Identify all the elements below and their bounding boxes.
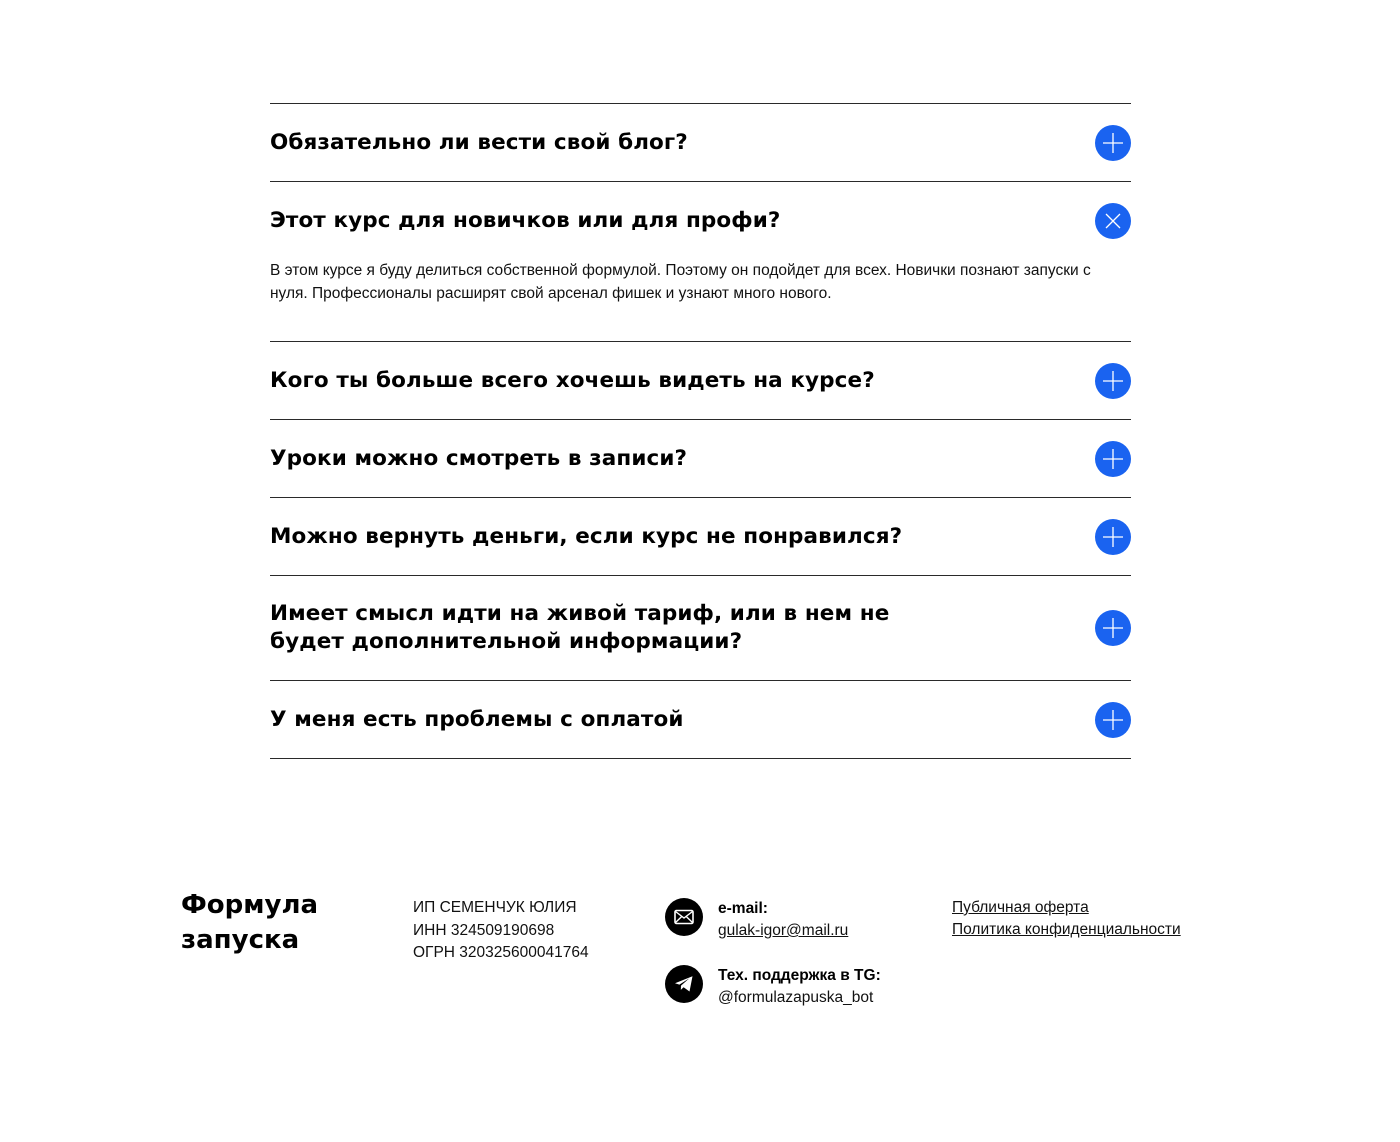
email-contact	[665, 898, 848, 942]
faq-question: Обязательно ли вести свой блог?	[270, 129, 688, 155]
plus-icon	[1102, 448, 1124, 470]
expand-button[interactable]	[1095, 519, 1131, 555]
ogrn: ОГРН 320325600041764	[413, 944, 589, 961]
expand-button[interactable]	[1095, 702, 1131, 738]
plus-icon	[1102, 709, 1124, 731]
faq-question-row[interactable]	[270, 182, 1131, 259]
expand-button[interactable]	[1095, 363, 1131, 399]
plus-icon	[1102, 617, 1124, 639]
public-offer-link[interactable]: Публичная оферта	[952, 899, 1089, 916]
logo-line: Формула	[181, 890, 319, 920]
faq-question: У меня есть проблемы с оплатой	[270, 706, 684, 732]
support-telegram[interactable]: @formulazapuska_bot	[718, 989, 874, 1006]
mail-icon	[665, 898, 703, 936]
faq-item	[270, 342, 1131, 420]
inn: ИНН 324509190698	[413, 921, 555, 939]
expand-button[interactable]	[1095, 441, 1131, 477]
email-label: e-mail:	[718, 900, 768, 917]
company-name: ИП СЕМЕНЧУК ЮЛИЯ	[413, 899, 577, 916]
footer-logo[interactable]	[181, 888, 318, 958]
plus-icon	[1102, 132, 1124, 154]
collapse-button[interactable]	[1095, 203, 1131, 239]
faq-question: Можно вернуть деньги, если курс не понравился?	[270, 523, 903, 549]
faq-answer: В этом курсе я буду делиться собственной формулой. Поэтому он подойдет для всех. Новички познают запуски с нуля. Профессионалы расширят свой арсенал фишек и узнают много нового.	[270, 262, 1091, 302]
telegram-icon	[665, 965, 703, 1003]
plus-icon	[1102, 526, 1124, 548]
logo-line: запуска	[181, 925, 300, 955]
faq-question: Имеет смысл идти на живой тариф, или в нем не будет дополнительной информации?	[270, 601, 890, 654]
faq-item	[270, 681, 1131, 759]
telegram-contact	[665, 965, 881, 1009]
faq-item	[270, 576, 1131, 681]
footer-links	[952, 897, 1181, 941]
plus-icon	[1102, 370, 1124, 392]
faq-question: Кого ты больше всего хочешь видеть на курсе?	[270, 367, 875, 393]
faq-question: Этот курс для новичков или для профи?	[270, 207, 781, 233]
close-icon	[1102, 210, 1124, 232]
faq-item	[270, 104, 1131, 182]
faq-question-row[interactable]	[270, 498, 1131, 575]
faq-item	[270, 420, 1131, 498]
faq-question-row[interactable]	[270, 342, 1131, 419]
email-link[interactable]: gulak-igor@mail.ru	[718, 922, 849, 939]
faq-question-row[interactable]	[270, 576, 1131, 680]
support-label: Тех. поддержка в TG:	[718, 967, 881, 984]
faq-item-expanded	[270, 182, 1131, 342]
legal-info	[413, 897, 589, 965]
faq-question-row[interactable]	[270, 104, 1131, 181]
expand-button[interactable]	[1095, 610, 1131, 646]
faq-question: Уроки можно смотреть в записи?	[270, 445, 688, 471]
privacy-policy-link[interactable]: Политика конфиденциальности	[952, 921, 1181, 938]
faq-item	[270, 498, 1131, 576]
faq-list	[270, 103, 1131, 759]
faq-question-row[interactable]	[270, 681, 1131, 758]
faq-question-row[interactable]	[270, 420, 1131, 497]
expand-button[interactable]	[1095, 125, 1131, 161]
